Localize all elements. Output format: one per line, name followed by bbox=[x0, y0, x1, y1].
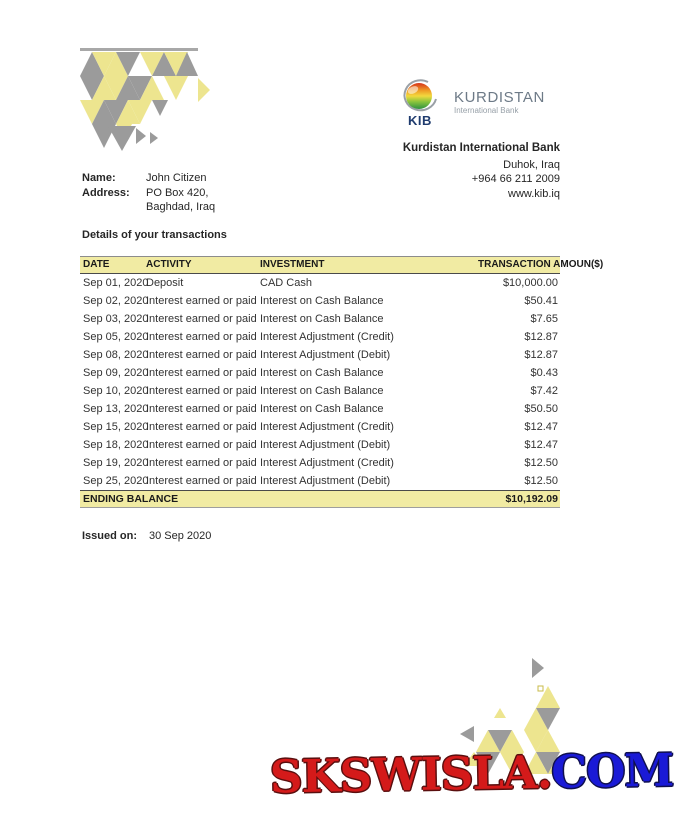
cell-investment: Interest on Cash Balance bbox=[260, 313, 384, 325]
bank-city: Duhok, Iraq bbox=[503, 158, 560, 171]
kib-globe-icon bbox=[398, 79, 442, 129]
address-label: Address: bbox=[82, 186, 130, 199]
cell-investment: Interest on Cash Balance bbox=[260, 367, 384, 379]
cell-investment: Interest on Cash Balance bbox=[260, 295, 384, 307]
table-row bbox=[80, 328, 560, 346]
triangle-mosaic-top-icon bbox=[80, 48, 210, 151]
cell-amount: $12.47 bbox=[524, 421, 558, 433]
cell-date: Sep 01, 2020 bbox=[83, 277, 149, 289]
customer-block bbox=[82, 171, 215, 215]
cell-date: Sep 13, 2020 bbox=[83, 403, 149, 415]
name-label: Name: bbox=[82, 172, 116, 184]
table-row bbox=[80, 418, 560, 436]
cell-amount: $12.47 bbox=[524, 439, 558, 451]
kib-wordmark bbox=[454, 90, 545, 116]
cell-amount: $10,000.00 bbox=[502, 277, 558, 289]
issued-line bbox=[82, 530, 211, 542]
cell-date: Sep 10, 2020 bbox=[83, 385, 149, 397]
cell-activity: Interest earned or paid bbox=[146, 475, 257, 487]
header-amount: TRANSACTION AMOUN($) bbox=[478, 259, 604, 270]
cell-investment: Interest on Cash Balance bbox=[260, 403, 384, 415]
bank-phone: +964 66 211 2009 bbox=[471, 173, 560, 185]
cell-date: Sep 02, 2020 bbox=[83, 295, 149, 307]
cell-activity: Interest earned or paid bbox=[146, 385, 257, 397]
table-row bbox=[80, 292, 560, 310]
table-row bbox=[80, 400, 560, 418]
watermark bbox=[270, 743, 674, 803]
cell-amount: $7.42 bbox=[530, 385, 558, 397]
cell-activity: Interest earned or paid bbox=[146, 367, 257, 379]
customer-address-line1: PO Box 420, bbox=[146, 186, 209, 199]
issued-date: 30 Sep 2020 bbox=[149, 530, 212, 542]
cell-amount: $12.87 bbox=[524, 331, 558, 343]
cell-date: Sep 03, 2020 bbox=[83, 313, 149, 325]
table-header-row bbox=[80, 256, 604, 274]
table-row bbox=[80, 346, 560, 364]
kib-logo-block bbox=[398, 79, 545, 129]
table-row bbox=[80, 454, 560, 472]
cell-activity: Interest earned or paid bbox=[146, 421, 257, 433]
cell-activity: Deposit bbox=[146, 277, 184, 289]
cell-amount: $50.41 bbox=[524, 295, 558, 307]
ending-balance-amount: $10,192.09 bbox=[505, 493, 558, 505]
bank-name: Kurdistan International Bank bbox=[402, 142, 560, 154]
cell-investment: Interest Adjustment (Credit) bbox=[260, 421, 394, 433]
cell-amount: $12.50 bbox=[524, 457, 558, 469]
cell-investment: CAD Cash bbox=[260, 277, 312, 289]
cell-date: Sep 18, 2020 bbox=[83, 439, 149, 451]
cell-investment: Interest Adjustment (Debit) bbox=[260, 439, 391, 451]
table-row bbox=[80, 382, 560, 400]
table-row bbox=[80, 310, 560, 328]
svg-text:KIB: KIB bbox=[408, 113, 432, 128]
cell-date: Sep 09, 2020 bbox=[83, 367, 149, 379]
ending-balance-label: ENDING BALANCE bbox=[83, 493, 179, 505]
cell-activity: Interest earned or paid bbox=[146, 349, 257, 361]
cell-activity: Interest earned or paid bbox=[146, 403, 257, 415]
cell-amount: $7.65 bbox=[530, 313, 558, 325]
cell-activity: Interest earned or paid bbox=[146, 313, 257, 325]
cell-investment: Interest Adjustment (Debit) bbox=[260, 475, 391, 487]
transactions-table bbox=[80, 256, 604, 508]
header-investment: INVESTMENT bbox=[260, 259, 325, 270]
cell-activity: Interest earned or paid bbox=[146, 295, 257, 307]
cell-date: Sep 25, 2020 bbox=[83, 475, 149, 487]
customer-address-line2: Baghdad, Iraq bbox=[146, 201, 216, 213]
table-body bbox=[80, 274, 560, 490]
section-title: Details of your transactions bbox=[82, 229, 227, 241]
cell-date: Sep 05, 2020 bbox=[83, 331, 149, 343]
cell-amount: $12.87 bbox=[524, 349, 558, 361]
cell-activity: Interest earned or paid bbox=[146, 439, 257, 451]
cell-date: Sep 19, 2020 bbox=[83, 457, 149, 469]
brand-name: KURDISTAN bbox=[454, 89, 545, 106]
ending-balance-row bbox=[80, 490, 560, 508]
table-row bbox=[80, 436, 560, 454]
cell-investment: Interest Adjustment (Credit) bbox=[260, 457, 394, 469]
cell-date: Sep 15, 2020 bbox=[83, 421, 149, 433]
watermark-primary: SKSWISLA. bbox=[269, 745, 552, 804]
header-date: DATE bbox=[83, 259, 110, 270]
bank-info-block bbox=[403, 141, 560, 201]
cell-amount: $12.50 bbox=[524, 475, 558, 487]
cell-amount: $50.50 bbox=[524, 403, 558, 415]
cell-amount: $0.43 bbox=[530, 367, 558, 379]
cell-activity: Interest earned or paid bbox=[146, 331, 257, 343]
table-row bbox=[80, 364, 560, 382]
cell-investment: Interest Adjustment (Credit) bbox=[260, 331, 394, 343]
brand-subtitle: International Bank bbox=[454, 106, 519, 115]
customer-name: John Citizen bbox=[146, 172, 207, 184]
header-activity: ACTIVITY bbox=[146, 259, 192, 270]
bank-website: www.kib.iq bbox=[508, 187, 560, 200]
cell-date: Sep 08, 2020 bbox=[83, 349, 149, 361]
issued-label: Issued on: bbox=[82, 530, 138, 542]
cell-investment: Interest on Cash Balance bbox=[260, 385, 384, 397]
watermark-secondary: COM bbox=[550, 743, 674, 799]
table-row bbox=[80, 472, 560, 490]
cell-activity: Interest earned or paid bbox=[146, 457, 257, 469]
table-row bbox=[80, 274, 560, 292]
cell-investment: Interest Adjustment (Debit) bbox=[260, 349, 391, 361]
